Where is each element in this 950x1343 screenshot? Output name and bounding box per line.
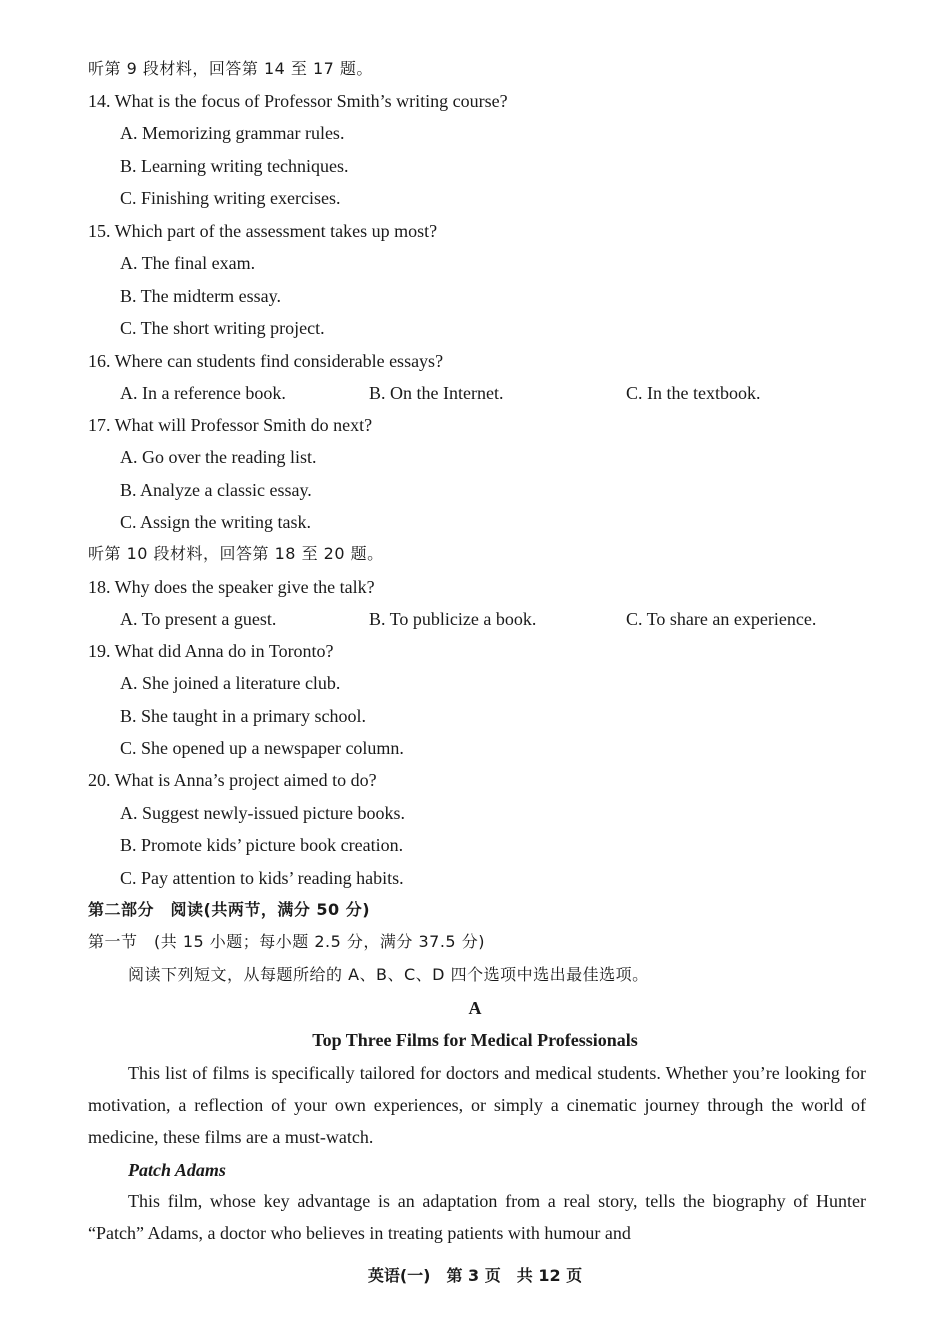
question-14-option-a: A. Memorizing grammar rules. [120,123,345,143]
part-two-heading: 第二部分 阅读(共两节，满分 50 分) [88,900,371,919]
question-15-option-c: C. The short writing project. [120,318,325,338]
question-16-option-a: A. In a reference book. [120,383,286,403]
question-15-stem: 15. Which part of the assessment takes up most? [88,221,438,241]
question-20-option-c: C. Pay attention to kids’ reading habits. [120,868,404,888]
question-14-stem: 14. What is the focus of Professor Smith’s writing course? [88,91,508,111]
passage-paragraph-1: This list of films is specifically tailored for doctors and medical students. Whether you’re looking for motivation, a reflection of your own experiences, or simply a cinematic journey through the world of medicine, these films are a must-watch. [88,1063,866,1147]
question-18-option-a: A. To present a guest. [120,609,277,629]
question-17-option-b: B. Analyze a classic essay. [120,480,312,500]
question-16-stem: 16. Where can students find considerable essays? [88,351,444,371]
listening-section-10-heading: 听第 10 段材料，回答第 18 至 20 题。 [88,544,384,563]
question-18-option-c: C. To share an experience. [626,609,817,629]
question-16-option-b: B. On the Internet. [369,383,504,403]
question-15-option-a: A. The final exam. [120,253,256,273]
question-19-stem: 19. What did Anna do in Toronto? [88,641,334,661]
passage-title: Top Three Films for Medical Professionals [312,1030,638,1050]
film-1-title: Patch Adams [128,1160,226,1180]
question-19-option-c: C. She opened up a newspaper column. [120,738,404,758]
listening-section-9-heading: 听第 9 段材料，回答第 14 至 17 题。 [88,59,373,78]
question-20-stem: 20. What is Anna’s project aimed to do? [88,770,377,790]
question-19-option-a: A. She joined a literature club. [120,673,341,693]
question-15-option-b: B. The midterm essay. [120,286,281,306]
question-18-option-b: B. To publicize a book. [369,609,537,629]
reading-instruction: 阅读下列短文，从每题所给的 A、B、C、D 四个选项中选出最佳选项。 [128,965,649,984]
question-20-option-b: B. Promote kids’ picture book creation. [120,835,404,855]
question-19-option-b: B. She taught in a primary school. [120,706,366,726]
question-18-stem: 18. Why does the speaker give the talk? [88,577,375,597]
question-14-option-c: C. Finishing writing exercises. [120,188,341,208]
section-one-heading: 第一节 (共 15 小题；每小题 2.5 分，满分 37.5 分) [88,932,485,951]
question-17-option-a: A. Go over the reading list. [120,447,317,467]
question-14-option-b: B. Learning writing techniques. [120,156,349,176]
question-17-stem: 17. What will Professor Smith do next? [88,415,373,435]
page-footer: 英语(一) 第 3 页 共 12 页 [367,1266,583,1285]
question-16-option-c: C. In the textbook. [626,383,761,403]
passage-paragraph-2: This film, whose key advantage is an adaptation from a real story, tells the biography of Hunter “Patch” Adams, a doctor who believes in treating patients with humour and [88,1191,866,1243]
question-20-option-a: A. Suggest newly-issued picture books. [120,803,405,823]
question-17-option-c: C. Assign the writing task. [120,512,312,532]
passage-letter: A [468,998,482,1018]
